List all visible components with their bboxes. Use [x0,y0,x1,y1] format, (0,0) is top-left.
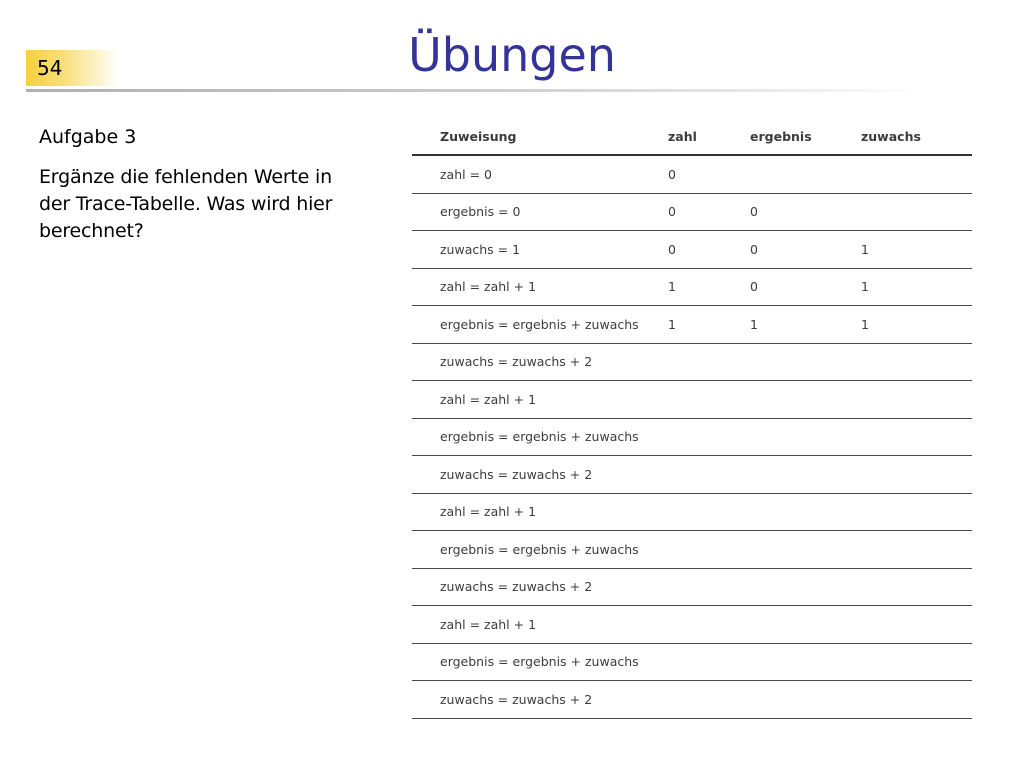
cell-zuwachs [861,493,972,531]
table-row [412,531,972,569]
cell-zuweisung: zuwachs = zuwachs + 2 [412,456,668,494]
cell-zahl [668,343,750,381]
cell-zuwachs [861,343,972,381]
cell-zahl: 1 [668,306,750,344]
cell-zahl [668,456,750,494]
cell-zuwachs [861,681,972,719]
cell-ergebnis [750,681,861,719]
task-panel [39,124,359,245]
cell-zuwachs [861,606,972,644]
cell-zuweisung: ergebnis = ergebnis + zuwachs [412,418,668,456]
table-row [412,231,972,269]
table-row [412,606,972,644]
cell-zuweisung: zuwachs = 1 [412,231,668,269]
table-row [412,418,972,456]
cell-zahl [668,606,750,644]
task-text: Ergänze die fehlenden Werte in der Trace-Tabelle. Was wird hier berechnet? [39,166,333,242]
cell-zuweisung: zahl = zahl + 1 [412,268,668,306]
cell-ergebnis [750,155,861,193]
cell-ergebnis [750,381,861,419]
cell-zuwachs [861,381,972,419]
cell-zuweisung: zahl = 0 [412,155,668,193]
cell-zahl [668,643,750,681]
cell-zahl: 0 [668,193,750,231]
table-header-row [412,118,972,155]
cell-zahl [668,418,750,456]
header-ergebnis: ergebnis [750,118,861,155]
cell-zuweisung: ergebnis = ergebnis + zuwachs [412,643,668,681]
cell-zuwachs: 1 [861,268,972,306]
table-row [412,155,972,193]
cell-zuweisung: zuwachs = zuwachs + 2 [412,568,668,606]
cell-ergebnis [750,418,861,456]
cell-zuweisung: zuwachs = zuwachs + 2 [412,681,668,719]
cell-zuwachs [861,531,972,569]
cell-zuweisung: zahl = zahl + 1 [412,606,668,644]
table-row [412,493,972,531]
cell-zahl: 0 [668,155,750,193]
cell-zuwachs [861,193,972,231]
table-row [412,681,972,719]
table-row [412,643,972,681]
cell-zuweisung: zahl = zahl + 1 [412,493,668,531]
header-zahl: zahl [668,118,750,155]
cell-ergebnis [750,493,861,531]
title-divider [26,89,926,92]
cell-zahl [668,531,750,569]
cell-zahl: 1 [668,268,750,306]
cell-zuweisung: ergebnis = 0 [412,193,668,231]
cell-zuwachs [861,643,972,681]
table-row [412,568,972,606]
page-number: 54 [37,56,63,80]
cell-zahl: 0 [668,231,750,269]
table-row [412,306,972,344]
cell-zuwachs: 1 [861,306,972,344]
cell-zahl [668,681,750,719]
table-row [412,343,972,381]
cell-zuweisung: ergebnis = ergebnis + zuwachs [412,306,668,344]
cell-zuweisung: ergebnis = ergebnis + zuwachs [412,531,668,569]
table-body [412,155,972,718]
cell-zuweisung: zuwachs = zuwachs + 2 [412,343,668,381]
trace-table [412,118,972,719]
cell-ergebnis: 1 [750,306,861,344]
cell-ergebnis: 0 [750,193,861,231]
cell-ergebnis [750,606,861,644]
table-row [412,268,972,306]
cell-zahl [668,493,750,531]
cell-zahl [668,568,750,606]
table-row [412,381,972,419]
cell-zuwachs [861,418,972,456]
cell-zuweisung: zahl = zahl + 1 [412,381,668,419]
cell-ergebnis [750,531,861,569]
cell-zahl [668,381,750,419]
cell-ergebnis [750,568,861,606]
cell-zuwachs [861,456,972,494]
cell-ergebnis: 0 [750,268,861,306]
table-row [412,456,972,494]
slide-title: Übungen [408,28,616,82]
cell-ergebnis [750,343,861,381]
cell-ergebnis: 0 [750,231,861,269]
task-heading: Aufgabe 3 [39,126,137,148]
header-zuwachs: zuwachs [861,118,972,155]
trace-table-container [412,118,972,719]
table-row [412,193,972,231]
cell-ergebnis [750,456,861,494]
cell-ergebnis [750,643,861,681]
cell-zuwachs: 1 [861,231,972,269]
header-zuweisung: Zuweisung [412,118,668,155]
cell-zuwachs [861,568,972,606]
cell-zuwachs [861,155,972,193]
